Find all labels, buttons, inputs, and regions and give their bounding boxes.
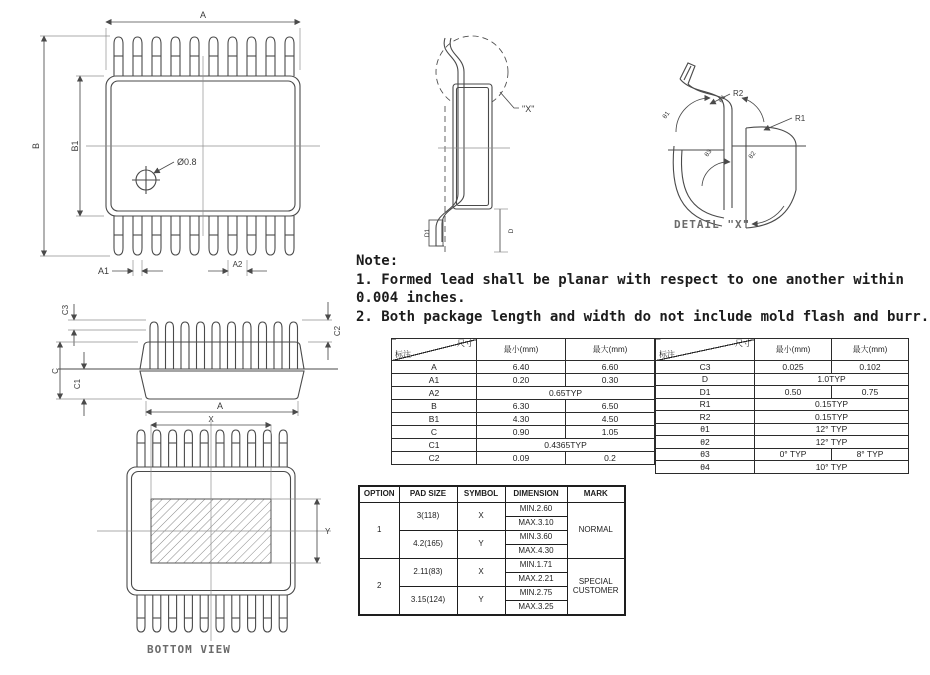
- detail-x-sketch: [668, 63, 806, 228]
- dim-c2: [302, 302, 342, 360]
- svg-text:θ4: θ4: [717, 94, 728, 105]
- svg-text:R2: R2: [733, 89, 744, 98]
- cell: MIN.1.71: [505, 559, 567, 573]
- callout-x-label: "X": [522, 104, 535, 114]
- dim-a-side: [146, 401, 298, 416]
- cell: X: [457, 559, 505, 587]
- svg-text:Y: Y: [325, 527, 331, 536]
- side-body-top: [140, 342, 304, 369]
- dim-d1: [424, 220, 443, 246]
- cell: MIN.2.75: [505, 587, 567, 601]
- cell: 10° TYP: [755, 461, 909, 474]
- table-row: [656, 436, 909, 449]
- cell: θ3: [656, 448, 755, 461]
- cell: NORMAL: [567, 503, 625, 559]
- callout-leader: [500, 92, 519, 108]
- cell: 0.20: [477, 374, 566, 387]
- table-row: [392, 413, 655, 426]
- cell: 4.50: [566, 413, 655, 426]
- cell: C2: [392, 452, 477, 465]
- cell: 6.50: [566, 400, 655, 413]
- cell: B: [392, 400, 477, 413]
- cell: 6.30: [477, 400, 566, 413]
- option-table: [358, 485, 626, 616]
- header-min: 最小(mm): [477, 339, 566, 361]
- side-body-bottom: [140, 371, 304, 399]
- cell: MIN.3.60: [505, 531, 567, 545]
- top-view-leads-top: [114, 37, 294, 76]
- cell: 0.09: [477, 452, 566, 465]
- cell: 0.4365TYP: [477, 439, 655, 452]
- cell: 1.0TYP: [755, 373, 909, 386]
- cell: R2: [656, 411, 755, 424]
- cell: 4.2(165): [399, 531, 457, 559]
- cell: MAX.3.25: [505, 601, 567, 616]
- cell: 0.50: [755, 386, 832, 399]
- top-view-drawing: [28, 8, 350, 290]
- table-row: [392, 426, 655, 439]
- bottom-view-caption: BOTTOM VIEW: [147, 643, 231, 656]
- diag-header-cell: [392, 339, 477, 361]
- svg-text:θ3: θ3: [703, 148, 714, 159]
- table-row: [392, 361, 655, 374]
- cell: B1: [392, 413, 477, 426]
- cell: 0.15TYP: [755, 398, 909, 411]
- cell: 6.60: [566, 361, 655, 374]
- col-dimension: DIMENSION: [505, 486, 567, 503]
- cell: MAX.2.21: [505, 573, 567, 587]
- table-row: [359, 559, 625, 573]
- top-view-leads-bottom: [114, 216, 294, 255]
- cell: 0.65TYP: [477, 387, 655, 400]
- cell: 0.90: [477, 426, 566, 439]
- note-line-1: 1. Formed lead shall be planar with respect to one another within: [356, 271, 904, 288]
- cell: 0.75: [832, 386, 909, 399]
- cell: 3(118): [399, 503, 457, 531]
- col-pad-size: PAD SIZE: [399, 486, 457, 503]
- cell: A2: [392, 387, 477, 400]
- table-row: [392, 452, 655, 465]
- table-row: [656, 373, 909, 386]
- bottom-view-drawing: [85, 415, 341, 667]
- cell: 3.15(124): [399, 587, 457, 616]
- cell: 2.11(83): [399, 559, 457, 587]
- svg-text:X: X: [208, 415, 214, 424]
- svg-text:A: A: [199, 10, 207, 20]
- cell: 0.15TYP: [755, 411, 909, 424]
- cell: MAX.3.10: [505, 517, 567, 531]
- svg-text:A1: A1: [97, 266, 109, 276]
- cell: θ2: [656, 436, 755, 449]
- table-row: [392, 400, 655, 413]
- cell: 1.05: [566, 426, 655, 439]
- header-size: 尺寸: [735, 339, 751, 348]
- table-row: [392, 339, 655, 361]
- table-row: [656, 448, 909, 461]
- svg-text:A: A: [216, 401, 224, 411]
- cell: MAX.4.30: [505, 545, 567, 559]
- cell: 12° TYP: [755, 423, 909, 436]
- cell: A1: [392, 374, 477, 387]
- header-max: 最大(mm): [566, 339, 655, 361]
- note-line-2: 0.004 inches.: [356, 290, 466, 306]
- header-symbol: 标注: [395, 350, 411, 359]
- cell: SPECIAL CUSTOMER: [567, 559, 625, 616]
- dim-d: [494, 209, 515, 252]
- cell: X: [457, 503, 505, 531]
- svg-text:C: C: [51, 368, 60, 374]
- table-row: [656, 339, 909, 361]
- section-body-outline: [453, 84, 492, 209]
- svg-text:B: B: [31, 142, 41, 150]
- header-min: 最小(mm): [755, 339, 832, 361]
- note-block: [356, 252, 928, 326]
- table-row: [656, 423, 909, 436]
- cell: 0.102: [832, 361, 909, 374]
- table-row: [656, 361, 909, 374]
- cell: MIN.2.60: [505, 503, 567, 517]
- diag-header-cell: [656, 339, 755, 361]
- svg-text:C1: C1: [73, 378, 82, 390]
- table-row: [359, 503, 625, 517]
- table-row: [656, 398, 909, 411]
- detail-x-caption: DETAIL "X": [674, 218, 751, 231]
- svg-text:D1: D1: [424, 228, 431, 238]
- svg-text:θ1: θ1: [661, 110, 672, 121]
- cell: 0.2: [566, 452, 655, 465]
- cell: R1: [656, 398, 755, 411]
- col-option: OPTION: [359, 486, 399, 503]
- cell: 4.30: [477, 413, 566, 426]
- cell: C1: [392, 439, 477, 452]
- note-title: Note:: [356, 253, 399, 269]
- cell: Y: [457, 531, 505, 559]
- cell: 0° TYP: [755, 448, 832, 461]
- svg-text:θ2: θ2: [747, 150, 758, 161]
- table-row: [656, 386, 909, 399]
- dim-table-right: [655, 338, 909, 474]
- note-line-3: 2. Both package length and width do not include mold flash and burr.: [356, 308, 930, 325]
- bottom-view-leads-top: [137, 430, 287, 467]
- table-row: [392, 439, 655, 452]
- cell: A: [392, 361, 477, 374]
- svg-text:B1: B1: [70, 140, 80, 152]
- cell: C3: [656, 361, 755, 374]
- cell: θ1: [656, 423, 755, 436]
- svg-text:C3: C3: [61, 304, 70, 316]
- cell: 2: [359, 559, 399, 616]
- cell: 0.30: [566, 374, 655, 387]
- table-row: [392, 374, 655, 387]
- side-view-drawing: [52, 290, 344, 422]
- cell: 1: [359, 503, 399, 559]
- col-symbol: SYMBOL: [457, 486, 505, 503]
- dim-c3: [61, 304, 146, 346]
- svg-text:D: D: [508, 228, 515, 234]
- option-table-header: [359, 486, 625, 503]
- svg-text:A2: A2: [232, 260, 243, 269]
- cell: Y: [457, 587, 505, 616]
- header-symbol: 标注: [659, 350, 675, 359]
- col-mark: MARK: [567, 486, 625, 503]
- table-row: [656, 411, 909, 424]
- cell: 6.40: [477, 361, 566, 374]
- dim-c1: [73, 352, 84, 416]
- cell: D1: [656, 386, 755, 399]
- cell: 0.025: [755, 361, 832, 374]
- bottom-view-leads-bottom: [137, 595, 287, 632]
- cell: 12° TYP: [755, 436, 909, 449]
- dim-table-left: [391, 338, 655, 465]
- dim-a2: [208, 260, 267, 276]
- svg-text:R1: R1: [795, 114, 806, 123]
- pin1-diameter-label: Ø0.8: [177, 157, 197, 167]
- svg-text:C2: C2: [333, 325, 342, 337]
- cell: 8° TYP: [832, 448, 909, 461]
- dim-c: [51, 342, 142, 399]
- header-max: 最大(mm): [832, 339, 909, 361]
- cell: θ4: [656, 461, 755, 474]
- table-row: [656, 461, 909, 474]
- detail-x-drawing: [646, 58, 830, 250]
- dimension-tables: [391, 338, 909, 474]
- header-size: 尺寸: [457, 339, 473, 348]
- dim-a1: [98, 260, 163, 276]
- table-row: [392, 387, 655, 400]
- cell: C: [392, 426, 477, 439]
- lead-section-drawing: [420, 22, 550, 264]
- cell: D: [656, 373, 755, 386]
